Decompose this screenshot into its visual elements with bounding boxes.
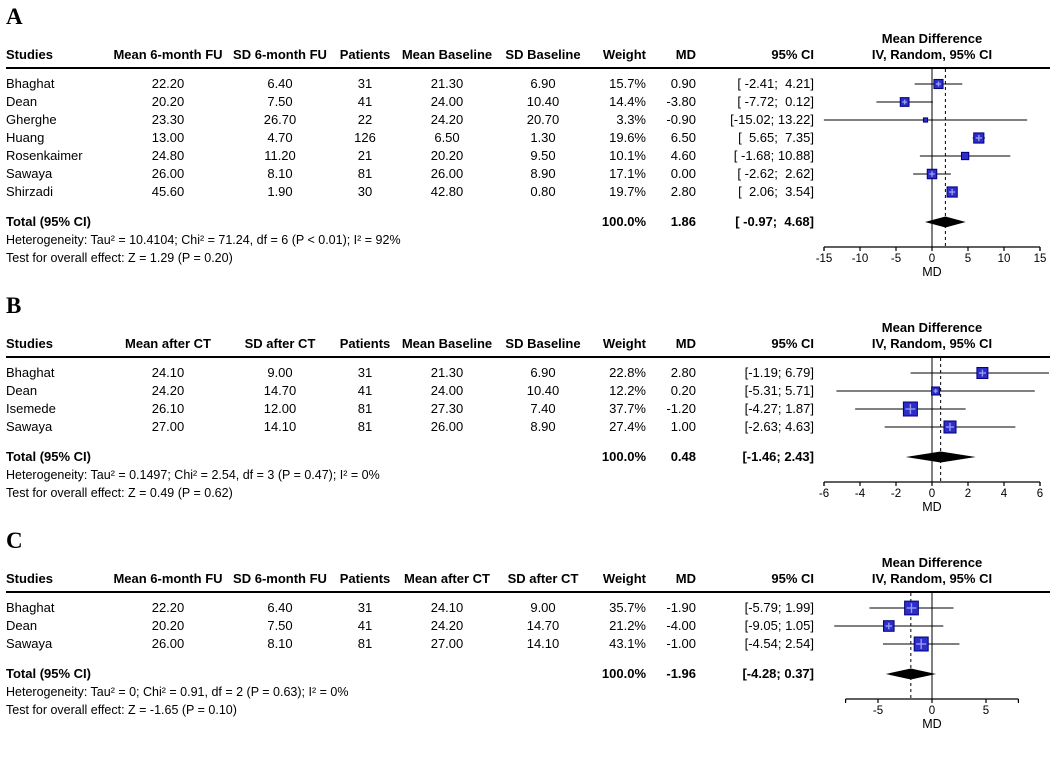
study-value: 4.70	[267, 130, 293, 145]
study-name: Huang	[6, 130, 45, 145]
study-value: 14.70	[526, 618, 560, 633]
study-name: Dean	[6, 383, 38, 398]
forest-panel-c	[6, 528, 1050, 733]
column-header: Mean after CT	[125, 336, 211, 351]
study-value: 31	[357, 600, 373, 615]
svg-text:-10: -10	[851, 253, 869, 265]
effect-header-line2: IV, Random, 95% CI	[871, 571, 993, 586]
svg-text:-15: -15	[815, 253, 833, 265]
study-value: [ -1.68; 10.88]	[733, 148, 814, 163]
total-value: [ -0.97; 4.68]	[735, 214, 814, 229]
study-value: [-5.31; 5.71]	[744, 383, 814, 398]
study-value: 14.10	[526, 636, 560, 651]
study-value: 21.2%	[609, 618, 646, 633]
study-value: 26.00	[151, 636, 185, 651]
study-value: 0.90	[670, 76, 696, 91]
total-value	[226, 665, 334, 683]
study-value: 6.90	[530, 76, 556, 91]
study-value: [ -7.72; 0.12]	[737, 94, 814, 109]
study-row-shirzadi	[6, 183, 814, 201]
study-value: 2.80	[670, 365, 696, 380]
total-value	[334, 213, 396, 231]
study-value: 21	[357, 148, 373, 163]
study-value: -1.20	[666, 401, 696, 416]
study-value: 22.20	[151, 76, 185, 91]
study-value: 10.40	[526, 383, 560, 398]
total-value	[498, 213, 588, 231]
svg-text:2: 2	[964, 488, 972, 500]
study-value: 6.40	[267, 600, 293, 615]
study-value: 1.00	[670, 419, 696, 434]
study-value: 24.00	[430, 94, 464, 109]
forest-plot	[814, 69, 1050, 281]
column-header: SD 6-month FU	[233, 571, 327, 586]
panel-label: A	[6, 4, 23, 29]
study-value: 22	[357, 112, 373, 127]
forest-panel-b	[6, 293, 1050, 516]
study-value: -3.80	[666, 94, 696, 109]
study-value: 81	[357, 166, 373, 181]
column-header: Patients	[339, 336, 391, 351]
study-value: 10.40	[526, 94, 560, 109]
svg-text:-5: -5	[872, 705, 884, 717]
study-value: 0.80	[530, 184, 556, 199]
study-value: 27.00	[430, 636, 464, 651]
column-header: 95% CI	[771, 47, 814, 62]
study-row-rosenkaimer	[6, 147, 814, 165]
study-name: Dean	[6, 618, 38, 633]
study-value: [ 2.06; 3.54]	[738, 184, 814, 199]
study-value: 10.1%	[609, 148, 646, 163]
svg-text:0: 0	[928, 488, 936, 500]
column-header: Mean after CT	[404, 571, 490, 586]
total-value	[110, 665, 226, 683]
study-value: 24.00	[430, 383, 464, 398]
study-row-dean	[6, 382, 814, 400]
study-table	[6, 69, 814, 267]
study-value: 20.70	[526, 112, 560, 127]
study-value: 0.00	[670, 166, 696, 181]
study-value: [-2.63; 4.63]	[744, 419, 814, 434]
study-name: Bhaghat	[6, 365, 55, 380]
column-header: 95% CI	[771, 571, 814, 586]
svg-text:0: 0	[928, 253, 936, 265]
study-table	[6, 593, 814, 719]
study-value: 14.10	[263, 419, 297, 434]
study-name: Gherghe	[6, 112, 57, 127]
svg-text:MD: MD	[922, 265, 942, 279]
study-value: 126	[354, 130, 376, 145]
forest-plot	[814, 358, 1050, 516]
column-header: MD	[675, 336, 696, 351]
study-value: 22.8%	[609, 365, 646, 380]
study-value: 81	[357, 636, 373, 651]
study-value: 15.7%	[609, 76, 646, 91]
study-value: -1.90	[666, 600, 696, 615]
study-value: 4.60	[670, 148, 696, 163]
study-value: 31	[357, 365, 373, 380]
study-value: 6.40	[267, 76, 293, 91]
column-header: Patients	[339, 571, 391, 586]
study-row-sawaya	[6, 635, 814, 653]
effect-header-line2: IV, Random, 95% CI	[871, 336, 993, 351]
study-value: 6.90	[530, 365, 556, 380]
study-row-bhaghat	[6, 599, 814, 617]
study-value: 14.4%	[609, 94, 646, 109]
study-value: 42.80	[430, 184, 464, 199]
study-value: 6.50	[434, 130, 460, 145]
study-value: [-4.27; 1.87]	[744, 401, 814, 416]
total-value: Total (95% CI)	[6, 214, 91, 229]
study-value: 27.4%	[609, 419, 646, 434]
study-name: Isemede	[6, 401, 56, 416]
svg-text:-6: -6	[818, 488, 830, 500]
panel-body	[6, 69, 1050, 281]
column-header: Mean Baseline	[401, 47, 493, 62]
column-header: Mean 6-month FU	[113, 571, 223, 586]
study-row-gherghe	[6, 111, 814, 129]
overall-test-text: Test for overall effect: Z = 0.49 (P = 0.62)	[6, 486, 233, 500]
study-value: 24.80	[151, 148, 185, 163]
study-value: 26.10	[151, 401, 185, 416]
study-value: 9.00	[267, 365, 293, 380]
total-value: 100.0%	[601, 449, 646, 464]
heterogeneity-text: Heterogeneity: Tau² = 0.1497; Chi² = 2.54, df = 3 (P = 0.47); I² = 0%	[6, 468, 380, 482]
study-value: 0.20	[670, 383, 696, 398]
study-value: 26.00	[430, 419, 464, 434]
study-value: -0.90	[666, 112, 696, 127]
svg-text:0: 0	[928, 705, 936, 717]
study-value: 8.10	[267, 636, 293, 651]
study-name: Bhaghat	[6, 76, 55, 91]
total-value: 1.86	[670, 214, 696, 229]
total-value: [-1.46; 2.43]	[742, 449, 814, 464]
study-value: 26.00	[151, 166, 185, 181]
study-value: 37.7%	[609, 401, 646, 416]
study-value: 1.90	[267, 184, 293, 199]
column-header: SD after CT	[507, 571, 579, 586]
study-value: 8.10	[267, 166, 293, 181]
column-header: MD	[675, 47, 696, 62]
effect-header	[814, 31, 1050, 64]
study-value: 31	[357, 76, 373, 91]
total-value: 100.0%	[601, 214, 646, 229]
study-value: [-15.02; 13.22]	[730, 112, 814, 127]
total-value	[110, 448, 226, 466]
column-header: 95% CI	[771, 336, 814, 351]
total-row	[6, 213, 814, 231]
column-header: SD Baseline	[505, 336, 581, 351]
svg-text:-5: -5	[890, 253, 902, 265]
total-value: [-4.28; 0.37]	[742, 666, 814, 681]
study-value: [ -2.62; 2.62]	[737, 166, 814, 181]
column-header: SD 6-month FU	[233, 47, 327, 62]
study-value: 41	[357, 94, 373, 109]
column-header: Mean Baseline	[401, 336, 493, 351]
svg-text:15: 15	[1033, 253, 1047, 265]
column-header: Studies	[6, 336, 53, 351]
study-value: 24.10	[430, 600, 464, 615]
study-value: [-1.19; 6.79]	[744, 365, 814, 380]
study-value: 8.90	[530, 419, 556, 434]
study-value: 26.00	[430, 166, 464, 181]
column-headers	[6, 46, 814, 64]
study-table	[6, 358, 814, 502]
panel-body	[6, 358, 1050, 516]
effect-header	[814, 555, 1050, 588]
total-value	[396, 448, 498, 466]
column-header: Weight	[602, 336, 646, 351]
total-value	[396, 213, 498, 231]
total-value	[498, 448, 588, 466]
study-value: 81	[357, 401, 373, 416]
column-header: SD after CT	[244, 336, 316, 351]
column-header: Weight	[602, 47, 646, 62]
study-value: 19.6%	[609, 130, 646, 145]
total-value: Total (95% CI)	[6, 666, 91, 681]
column-header: Mean 6-month FU	[113, 47, 223, 62]
study-name: Sawaya	[6, 636, 53, 651]
study-rows	[6, 358, 814, 436]
study-row-dean	[6, 93, 814, 111]
study-row-sawaya	[6, 165, 814, 183]
study-value: 20.20	[430, 148, 464, 163]
study-value: 26.70	[263, 112, 297, 127]
effect-header-line1: Mean Difference	[881, 31, 983, 46]
study-name: Bhaghat	[6, 600, 55, 615]
column-headers	[6, 335, 814, 353]
study-value: 13.00	[151, 130, 185, 145]
svg-text:-2: -2	[890, 488, 902, 500]
study-row-bhaghat	[6, 364, 814, 382]
study-value: 2.80	[670, 184, 696, 199]
svg-text:5: 5	[982, 705, 990, 717]
total-value	[226, 213, 334, 231]
study-name: Shirzadi	[6, 184, 53, 199]
study-value: [ 5.65; 7.35]	[738, 130, 814, 145]
study-name: Sawaya	[6, 166, 53, 181]
study-value: 7.40	[530, 401, 556, 416]
study-value: 14.70	[263, 383, 297, 398]
forest-plot-svg	[814, 358, 1050, 516]
table-header-band	[6, 320, 1050, 358]
study-value: 27.00	[151, 419, 185, 434]
study-value: [-5.79; 1.99]	[744, 600, 814, 615]
study-value: 24.10	[151, 365, 185, 380]
total-value: Total (95% CI)	[6, 449, 91, 464]
study-value: 20.20	[151, 618, 185, 633]
svg-text:6: 6	[1036, 488, 1044, 500]
study-value: 6.50	[670, 130, 696, 145]
study-value: 35.7%	[609, 600, 646, 615]
column-headers	[6, 570, 814, 588]
study-value: -4.00	[666, 618, 696, 633]
total-value: -1.96	[666, 666, 696, 681]
panel-label: B	[6, 293, 22, 318]
study-name: Rosenkaimer	[6, 148, 83, 163]
study-value: 8.90	[530, 166, 556, 181]
table-header-band	[6, 555, 1050, 593]
column-header: SD Baseline	[505, 47, 581, 62]
study-value: 27.30	[430, 401, 464, 416]
study-value: 30	[357, 184, 373, 199]
study-value: 3.3%	[616, 112, 646, 127]
study-value: 7.50	[267, 94, 293, 109]
table-header-band	[6, 31, 1050, 69]
svg-text:-4: -4	[854, 488, 866, 500]
study-rows	[6, 593, 814, 653]
effect-header-line1: Mean Difference	[881, 320, 983, 335]
total-value	[334, 665, 396, 683]
column-header: MD	[675, 571, 696, 586]
study-value: 24.20	[430, 618, 464, 633]
overall-test-text: Test for overall effect: Z = 1.29 (P = 0.20)	[6, 251, 233, 265]
svg-text:4: 4	[1000, 488, 1008, 500]
column-header: Studies	[6, 47, 53, 62]
study-value: 20.20	[151, 94, 185, 109]
forest-plot-svg	[814, 593, 1050, 733]
svg-text:5: 5	[964, 253, 972, 265]
study-value: 7.50	[267, 618, 293, 633]
study-row-dean	[6, 617, 814, 635]
study-value: 21.30	[430, 76, 464, 91]
study-value: 41	[357, 618, 373, 633]
study-value: 12.2%	[609, 383, 646, 398]
study-value: [-4.54; 2.54]	[744, 636, 814, 651]
heterogeneity-text: Heterogeneity: Tau² = 0; Chi² = 0.91, df = 2 (P = 0.63); I² = 0%	[6, 685, 349, 699]
total-value	[498, 665, 588, 683]
study-value: 23.30	[151, 112, 185, 127]
study-value: 17.1%	[609, 166, 646, 181]
study-value: 24.20	[430, 112, 464, 127]
total-value	[396, 665, 498, 683]
column-header: Patients	[339, 47, 391, 62]
study-value: 9.50	[530, 148, 556, 163]
study-value: 22.20	[151, 600, 185, 615]
overall-test-text: Test for overall effect: Z = -1.65 (P = 0.10)	[6, 703, 237, 717]
forest-plot-svg	[814, 69, 1050, 281]
study-value: 41	[357, 383, 373, 398]
effect-header-line2: IV, Random, 95% CI	[871, 47, 993, 62]
forest-plot	[814, 593, 1050, 733]
study-value: 45.60	[151, 184, 185, 199]
panel-body	[6, 593, 1050, 733]
svg-text:MD: MD	[922, 717, 942, 731]
study-value: 9.00	[530, 600, 556, 615]
svg-text:10: 10	[997, 253, 1011, 265]
panel-label: C	[6, 528, 23, 553]
total-value	[226, 448, 334, 466]
svg-text:MD: MD	[922, 500, 942, 514]
study-row-sawaya	[6, 418, 814, 436]
study-value: 1.30	[530, 130, 556, 145]
column-header: Studies	[6, 571, 53, 586]
study-row-bhaghat	[6, 75, 814, 93]
study-name: Sawaya	[6, 419, 53, 434]
study-rows	[6, 69, 814, 201]
total-row	[6, 665, 814, 683]
effect-header-line1: Mean Difference	[881, 555, 983, 570]
study-value: [-9.05; 1.05]	[744, 618, 814, 633]
total-value	[110, 213, 226, 231]
heterogeneity-text: Heterogeneity: Tau² = 10.4104; Chi² = 71.24, df = 6 (P < 0.01); I² = 92%	[6, 233, 401, 247]
total-value: 0.48	[670, 449, 696, 464]
study-value: 21.30	[430, 365, 464, 380]
study-value: 12.00	[263, 401, 297, 416]
study-value: 81	[357, 419, 373, 434]
study-value: [ -2.41; 4.21]	[737, 76, 814, 91]
study-value: 19.7%	[609, 184, 646, 199]
study-value: 11.20	[264, 148, 296, 163]
study-name: Dean	[6, 94, 38, 109]
total-row	[6, 448, 814, 466]
study-value: -1.00	[666, 636, 696, 651]
effect-header	[814, 320, 1050, 353]
total-value	[334, 448, 396, 466]
column-header: Weight	[602, 571, 646, 586]
study-value: 24.20	[151, 383, 185, 398]
total-value: 100.0%	[601, 666, 646, 681]
study-value: 43.1%	[609, 636, 646, 651]
study-row-huang	[6, 129, 814, 147]
forest-panel-a	[6, 4, 1050, 281]
study-row-isemede	[6, 400, 814, 418]
